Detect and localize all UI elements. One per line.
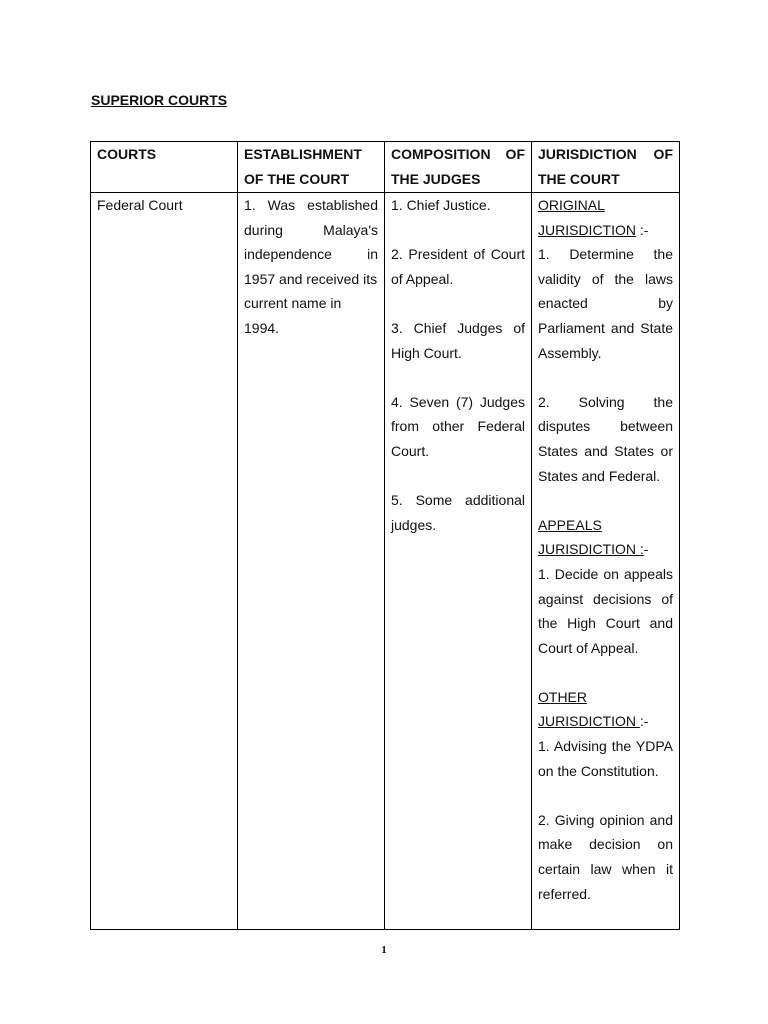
section-heading-appeals: APPEALS [538, 516, 602, 533]
list-item: 1. Determine the [538, 246, 673, 263]
table-row [91, 193, 680, 930]
table-header-row [91, 142, 680, 193]
section-heading-original: ORIGINAL [538, 197, 605, 213]
list-item: 2. Solving the [538, 393, 673, 410]
list-item: 4. Seven (7) Judges [391, 393, 525, 410]
list-item: 1. Advising the YDPA [538, 738, 673, 755]
page-title: SUPERIOR COURTS [91, 92, 228, 108]
cell-court-name: Federal Court [91, 193, 238, 930]
header-establishment: ESTABLISHMENT OF THE COURT [238, 142, 385, 193]
list-item: 2. Giving opinion and [538, 811, 673, 828]
section-heading-other: OTHER [538, 688, 587, 705]
cell-establishment: 1. Was established during Malaya's independence in 1957 and received its current name in 1994. [238, 193, 385, 930]
list-item: 2. President of Court [391, 246, 525, 263]
list-item: 1. Chief Justice. [391, 197, 491, 213]
cell-composition: 1. Chief Justice. 2. President of Court of Appeal. 3. Chief Judges of High Court. 4. Seven (7) Judges from other Federal Court. 5. Some additional judges. [385, 193, 532, 930]
list-item: 5. Some additional [391, 492, 525, 509]
superior-courts-table [90, 141, 680, 930]
header-courts: COURTS [91, 142, 238, 193]
header-composition: COMPOSITION OF THE JUDGES [385, 142, 532, 193]
list-item: 3. Chief Judges of [391, 319, 525, 336]
cell-jurisdiction: ORIGINAL JURISDICTION :- 1. Determine the validity of the laws enacted by Parliament and State Assembly. 2. Solving the disputes between States and States or States and Federal. APPEALS JURISDICTION :- 1. Decide on appeals against decisions of the High Court and Court of Appeal. OTHER JURISDICTION :- 1. Advising the YDPA on the Constitution. 2. Giving opinion and make decision on certain law when it referred. [532, 193, 680, 930]
page-number: 1 [381, 944, 387, 956]
header-jurisdiction: JURISDICTION OF THE COURT [532, 142, 680, 193]
list-item: 1. Decide on appeals [538, 565, 673, 582]
